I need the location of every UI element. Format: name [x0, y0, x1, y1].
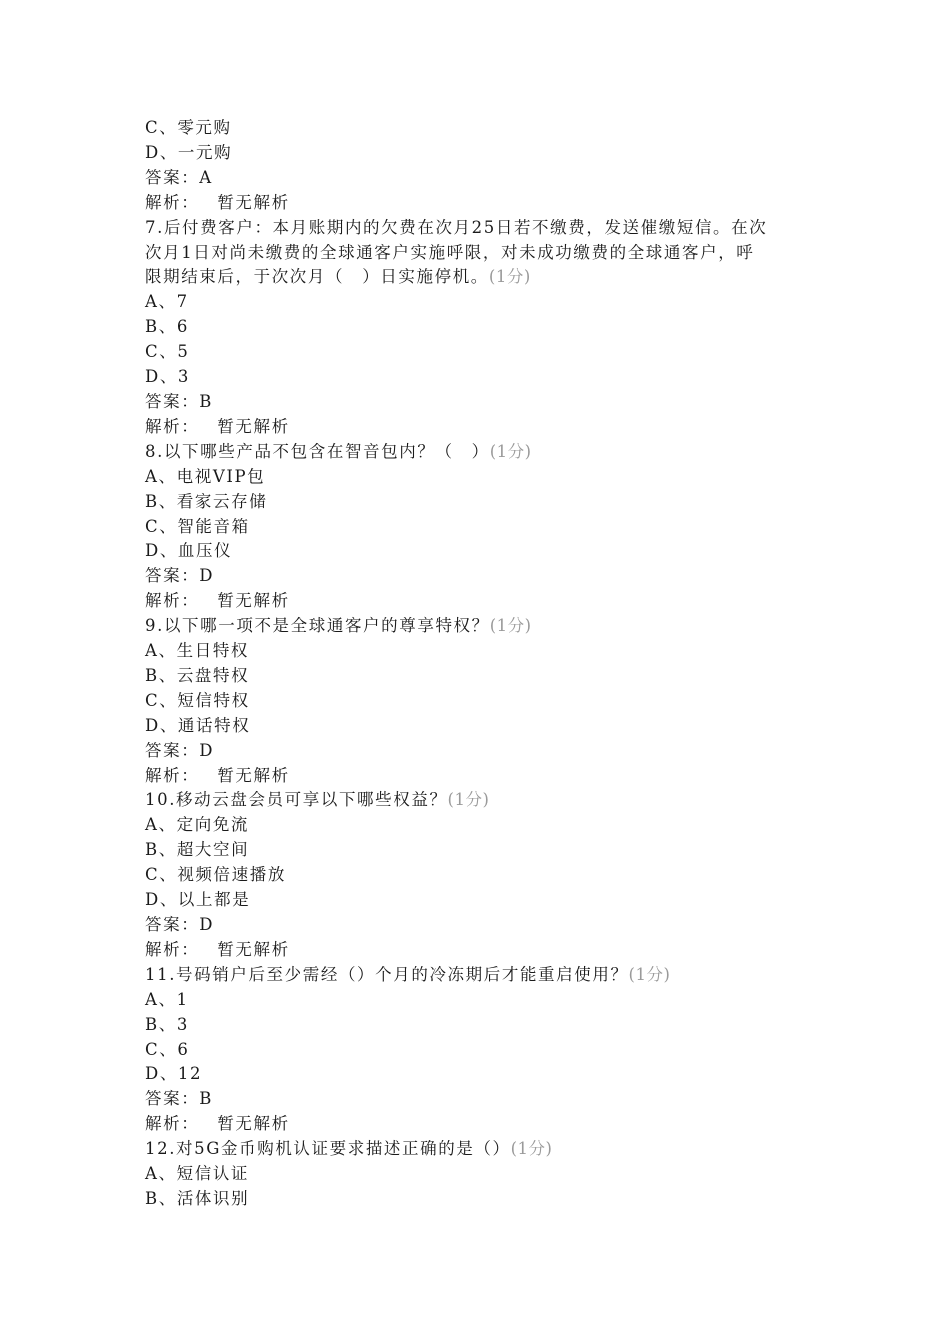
option-line: A、1: [145, 989, 189, 1009]
analysis-label: 解析：: [145, 192, 200, 212]
option-line: B、6: [145, 317, 189, 337]
question-text-line: 11.号码销户后至少需经（）个月的冷冻期后才能重启使用？(1分): [145, 964, 671, 984]
option-line: A、电视VIP包: [145, 466, 266, 486]
question-text-line: 限期结束后，于次次月（ ）日实施停机。(1分): [145, 267, 531, 287]
analysis-label: 解析：: [145, 765, 200, 785]
score-label: (1分): [447, 790, 490, 810]
option-line: D、通话特权: [145, 715, 251, 735]
option-line: D、以上都是: [145, 890, 251, 910]
analysis-line: [145, 415, 825, 440]
analysis-line: [145, 589, 825, 614]
score-label: (1分): [489, 441, 532, 461]
score-label: (1分): [628, 964, 671, 984]
question-text-line: 10.移动云盘会员可享以下哪些权益？(1分): [145, 790, 490, 810]
analysis-line: [145, 938, 825, 963]
option-line: B、云盘特权: [145, 665, 250, 685]
option-line: A、短信认证: [145, 1164, 250, 1184]
answer-line: 答案：B: [145, 391, 214, 411]
analysis-label: 解析：: [145, 416, 200, 436]
answer-line: 答案：D: [145, 915, 215, 934]
option-line: D、一元购: [145, 142, 233, 162]
analysis-text: 暂无解析: [217, 192, 290, 212]
option-line: A、生日特权: [145, 641, 250, 661]
option-line: C、零元购: [145, 118, 232, 137]
analysis-text: 暂无解析: [217, 1114, 290, 1134]
option-line: B、活体识别: [145, 1188, 250, 1208]
question-block: [145, 216, 825, 440]
question-block: [145, 614, 825, 788]
question-text-line: 次月1日对尚未缴费的全球通客户实施呼限，对未成功缴费的全球通客户，呼: [145, 242, 755, 262]
answer-line: 答案：B: [145, 1089, 214, 1109]
answer-line: 答案：D: [145, 566, 215, 586]
question-block: [145, 440, 825, 614]
question-block: [145, 963, 825, 1137]
option-line: D、12: [145, 1064, 203, 1084]
analysis-text: 暂无解析: [217, 765, 290, 785]
option-line: B、3: [145, 1014, 189, 1034]
document-page: [145, 116, 825, 1212]
question-text-line: 8.以下哪些产品不包含在智音包内？（ ）(1分): [145, 441, 532, 461]
analysis-line: [145, 1112, 825, 1137]
answer-line: 答案：A: [145, 167, 213, 187]
option-line: A、定向免流: [145, 815, 250, 835]
score-label: (1分): [489, 616, 532, 636]
option-line: C、5: [145, 342, 190, 362]
option-line: B、看家云存储: [145, 491, 268, 511]
option-line: A、7: [145, 292, 189, 312]
option-line: C、6: [145, 1039, 190, 1059]
option-line: B、超大空间: [145, 840, 250, 860]
question-text-line: 7.后付费客户：本月账期内的欠费在次月25日若不缴费，发送催缴短信。在次: [145, 217, 768, 237]
analysis-text: 暂无解析: [217, 939, 290, 959]
analysis-text: 暂无解析: [217, 591, 290, 611]
answer-line: 答案：D: [145, 740, 215, 760]
analysis-line: [145, 191, 825, 216]
analysis-label: 解析：: [145, 1114, 200, 1134]
option-line: C、智能音箱: [145, 516, 250, 536]
option-line: C、视频倍速播放: [145, 865, 286, 885]
analysis-line: [145, 764, 825, 789]
option-line: D、3: [145, 367, 191, 387]
analysis-label: 解析：: [145, 591, 200, 611]
question-block: [145, 788, 825, 962]
option-line: D、血压仪: [145, 541, 233, 561]
analysis-text: 暂无解析: [217, 416, 290, 436]
analysis-label: 解析：: [145, 939, 200, 959]
question-block: [145, 1137, 825, 1212]
question-text-line: 12.对5G金币购机认证要求描述正确的是（）(1分): [145, 1139, 553, 1159]
lead-block: [145, 116, 825, 216]
option-line: C、短信特权: [145, 690, 250, 710]
question-text-line: 9.以下哪一项不是全球通客户的尊享特权？(1分): [145, 616, 532, 636]
score-label: (1分): [488, 267, 531, 287]
score-label: (1分): [510, 1139, 553, 1159]
